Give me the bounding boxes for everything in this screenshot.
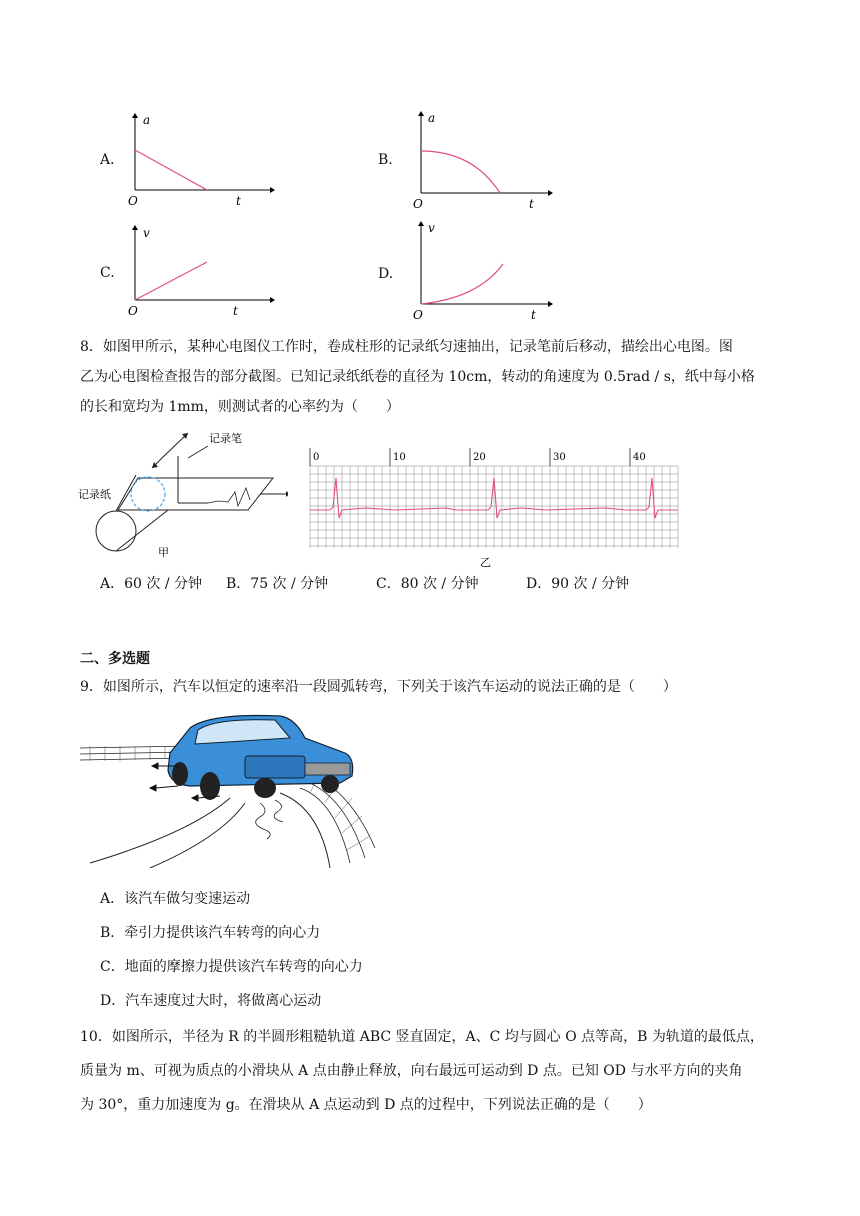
x-axis-label: t bbox=[531, 308, 536, 322]
y-axis-label: a bbox=[143, 113, 151, 127]
pen-label: 记录笔 bbox=[209, 432, 242, 445]
q9-option-a[interactable]: A．该汽车做匀变速运动 bbox=[100, 891, 251, 907]
ecg-tick-label: 10 bbox=[393, 452, 406, 463]
section-title: 二、多选题 bbox=[80, 651, 150, 667]
q8-option-b[interactable]: B．75 次 / 分钟 bbox=[226, 576, 329, 592]
q7-option-b[interactable] bbox=[378, 108, 558, 213]
ecg-tick-label: 20 bbox=[473, 452, 486, 463]
q8-line-2: 乙为心电图检查报告的部分截图。已知记录纸纸卷的直径为 10cm，转动的角速度为 0.5rad / s，纸中每小格 bbox=[80, 369, 755, 385]
car-turning-illustration bbox=[80, 708, 380, 868]
q8-line-3: 的长和宽均为 1mm，则测试者的心率约为（ ） bbox=[80, 399, 400, 415]
q8-option-a[interactable]: A．60 次 / 分钟 bbox=[100, 576, 202, 592]
q8-line-1: 8．如图甲所示，某种心电图仪工作时，卷成柱形的记录纸匀速抽出，记录笔前后移动，描绘出心电图。图 bbox=[80, 339, 733, 355]
graph-d-concave-up-curve bbox=[403, 218, 553, 323]
q9-option-c[interactable]: C．地面的摩擦力提供该汽车转弯的向心力 bbox=[100, 959, 363, 975]
q9-option-d[interactable]: D．汽车速度过大时，将做离心运动 bbox=[100, 993, 322, 1009]
q9-stem: 9．如图所示，汽车以恒定的速率沿一段圆弧转弯，下列关于该汽车运动的说法正确的是（ ） bbox=[80, 679, 677, 695]
figure-jia bbox=[78, 428, 288, 568]
q10-line-1: 10．如图所示，半径为 R 的半圆形粗糙轨道 ABC 竖直固定，A、C 均与圆心 O 点等高，B 为轨道的最低点， bbox=[80, 1029, 764, 1045]
option-label: B. bbox=[378, 152, 393, 168]
q7-option-c[interactable] bbox=[100, 222, 280, 322]
q8-option-d[interactable]: D．90 次 / 分钟 bbox=[526, 576, 630, 592]
option-label: A. bbox=[100, 152, 115, 168]
ecg-tick-label: 30 bbox=[553, 452, 566, 463]
q10-line-2: 质量为 m、可视为质点的小滑块从 A 点由静止释放，向右最远可运动到 D 点。已知 OD 与水平方向的夹角 bbox=[80, 1063, 743, 1079]
figure-caption-yi: 乙 bbox=[480, 556, 491, 569]
figure-caption-jia: 甲 bbox=[158, 546, 169, 559]
origin-label: O bbox=[128, 194, 138, 208]
q10-line-3: 为 30°，重力加速度为 g。在滑块从 A 点运动到 D 点的过程中，下列说法正确的是（ ） bbox=[80, 1097, 652, 1113]
origin-label: O bbox=[413, 308, 423, 322]
ecg-machine-diagram bbox=[78, 428, 288, 568]
q8-option-c[interactable]: C．80 次 / 分钟 bbox=[376, 576, 479, 592]
q9-options bbox=[100, 888, 700, 1024]
ecg-tick-label: 0 bbox=[313, 452, 320, 463]
q9-option-b[interactable]: B．牵引力提供该汽车转弯的向心力 bbox=[100, 925, 321, 941]
x-axis-label: t bbox=[529, 197, 534, 211]
x-axis-label: t bbox=[233, 304, 238, 318]
graph-c-increasing-line bbox=[125, 222, 275, 322]
figure-yi bbox=[306, 448, 686, 570]
y-axis-label: v bbox=[143, 226, 150, 240]
paper-label: 记录纸 bbox=[78, 488, 111, 501]
x-axis-label: t bbox=[236, 194, 241, 208]
option-label: D. bbox=[378, 266, 394, 282]
origin-label: O bbox=[413, 197, 423, 211]
q7-option-d[interactable] bbox=[378, 218, 558, 323]
q8-stem bbox=[80, 332, 785, 422]
graph-b-concave-down-curve bbox=[403, 108, 553, 213]
graph-a-decreasing-line bbox=[125, 110, 275, 210]
q7-option-a[interactable] bbox=[100, 110, 280, 210]
q9-figure-car bbox=[80, 708, 380, 868]
ecg-strip bbox=[306, 448, 686, 570]
y-axis-label: v bbox=[428, 221, 435, 235]
ecg-tick-label: 40 bbox=[633, 452, 646, 463]
option-label: C. bbox=[100, 265, 115, 281]
q8-options bbox=[100, 573, 800, 595]
q10-stem bbox=[80, 1020, 785, 1122]
y-axis-label: a bbox=[428, 111, 436, 125]
origin-label: O bbox=[128, 304, 138, 318]
